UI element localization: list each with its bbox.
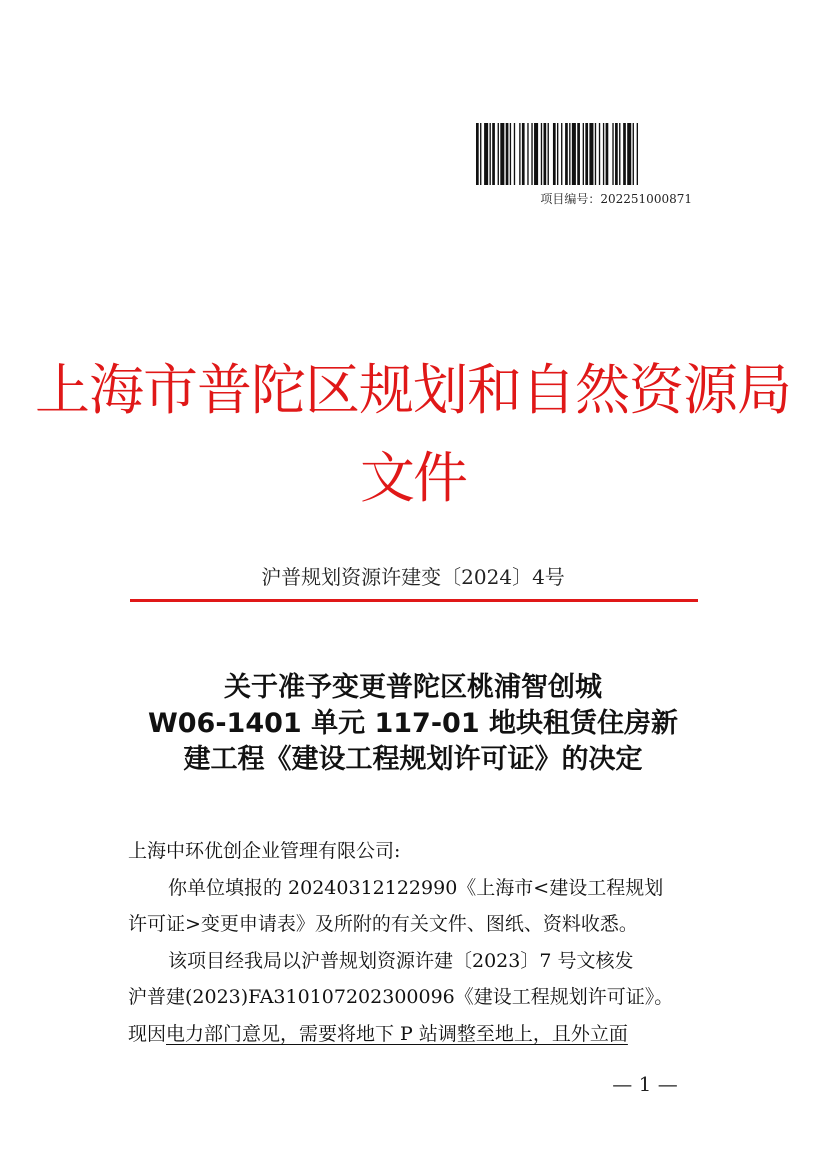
document-body	[128, 833, 702, 1052]
page-number: — 1 —	[612, 1072, 678, 1096]
decision-title-line: W06-1401 单元 117-01 地块租赁住房新	[147, 708, 679, 739]
decision-title-line: 建工程《建设工程规划许可证》的决定	[183, 744, 643, 775]
project-number: 项目编号：202251000871	[540, 192, 692, 206]
paragraph-text: 现因	[128, 1022, 167, 1045]
barcode-icon	[474, 123, 690, 185]
addressee: 上海中环优创企业管理有限公司:	[128, 840, 401, 862]
paragraph-line: 许可证>变更申请表》及所附的有关文件、图纸、资料收悉。	[128, 913, 638, 935]
paragraph-line	[128, 1016, 702, 1053]
paragraph-line: 该项目经我局以沪普规划资源许建〔2023〕7 号文核发	[168, 949, 634, 972]
document-number: 沪普规划资源许建变〔2024〕4号	[261, 565, 565, 589]
decision-title-line: 关于准予变更普陀区桃浦智创城	[224, 672, 602, 703]
red-divider-line	[130, 599, 698, 602]
paragraph-line: 你单位填报的 20240312122990《上海市<建设工程规划	[168, 876, 664, 899]
decision-title	[100, 670, 726, 778]
paragraph-line: 沪普建(2023)FA310107202300096《建设工程规划许可证》。	[128, 986, 674, 1008]
document-label: 文件	[359, 446, 466, 510]
issuing-authority-title: 上海市普陀区规划和自然资源局	[34, 358, 791, 422]
underlined-text: 电力部门意见，需要将地下 P 站调整至地上，且外立面	[166, 1022, 628, 1045]
